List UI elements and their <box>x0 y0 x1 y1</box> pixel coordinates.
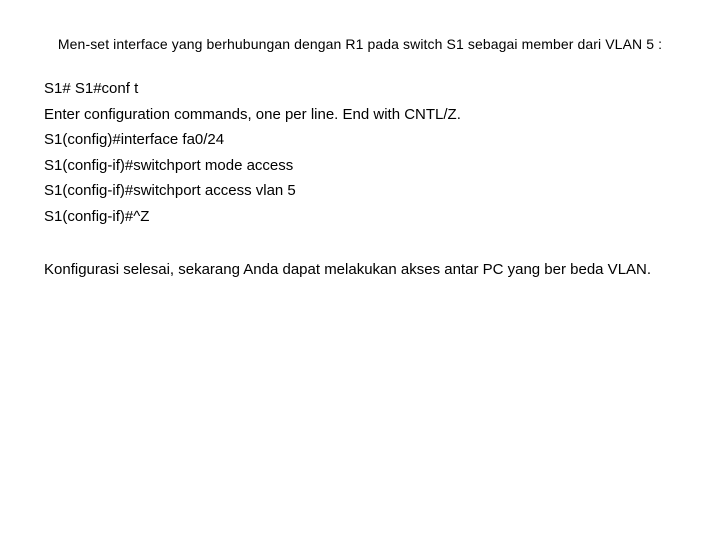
slide-title: Men-set interface yang berhubungan dengan R1 pada switch S1 sebagai member dari VLAN 5 : <box>57 36 663 52</box>
cli-line: S1(config-if)#^Z <box>44 207 150 225</box>
cli-line: S1# S1#conf t <box>44 80 139 97</box>
cli-line: S1(config)#interface fa0/24 <box>44 131 225 148</box>
cli-command-block <box>44 76 684 229</box>
cli-line: Enter configuration commands, one per line. End with CNTL/Z. <box>44 105 461 123</box>
cli-line: S1(config-if)#switchport mode access <box>44 156 294 174</box>
conclusion-text: Konfigurasi selesai, sekarang Anda dapat melakukan akses antar PC yang ber beda VLAN. <box>44 261 652 278</box>
cli-line: S1(config-if)#switchport access vlan 5 <box>44 182 296 199</box>
